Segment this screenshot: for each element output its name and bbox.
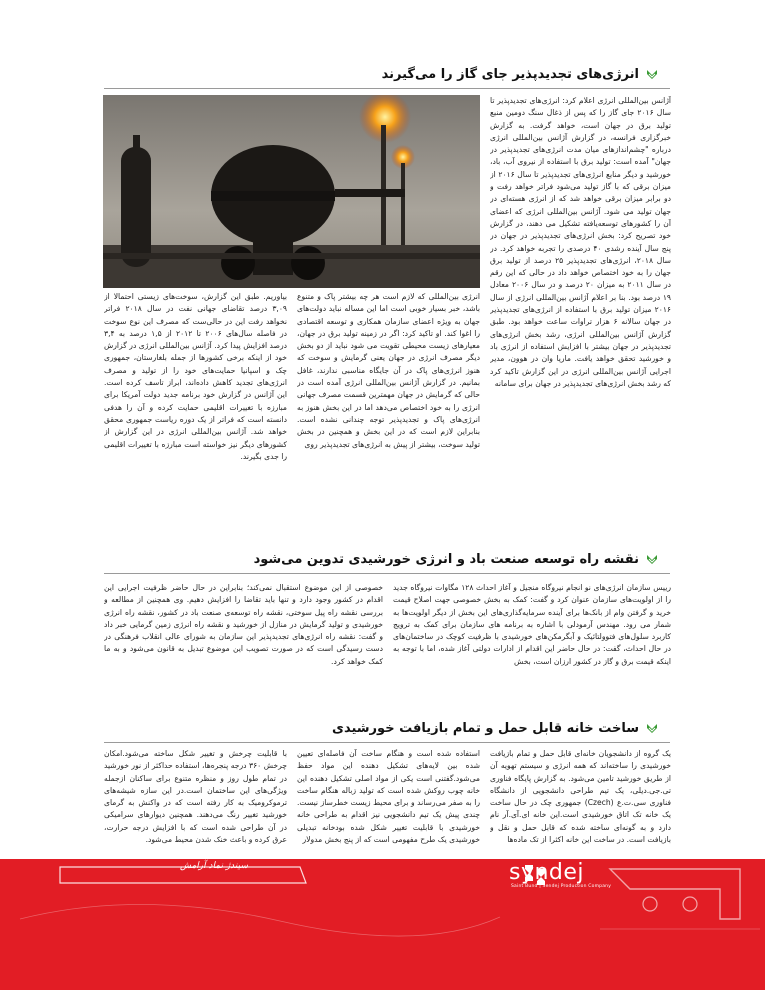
article3-title: ساخت خانه قابل حمل و تمام بازیافت خورشیدی [332, 721, 639, 736]
article1-column-right: آژانس بین‌المللی انرژی اعلام کرد: انرژی‌های تجدیدپذیر تا سال ۲۰۱۶ جای گاز را که پس از ذغال سنگ دومین منبع تولید برق در جهان است، خواهد گرفت. به گزارش خبرگزاری فرانسه، در گزارش آژانس بین‌المللی انرژی درباره "چشم‌اندازهای میان مدت انرژی‌های تجدیدپذیر در جهان" آمده است: تولید برق با استفاده از نیروی آب، باد، خورشید و دیگر منابع انرژی‌های تجدیدپذیر تا سال ۲۰۱۶ از میزان برقی که با گاز تولید می‌شود فراتر خواهد رفت و دو برابر میزان برقی خواهد شد که از انرژی هسته‌ای در جهان تولید می شود. آژانس بین‌المللی انرژی که اعضای آن را کشورهای توسعه‌یافته تشکیل می دهند، در گزارش خود تصریح کرد: بخش انرژی‌های تجدیدپذیر در جهان در پنج سال آینده رشدی ۴۰ درصدی را تجربه خواهد کرد. در سال ۲۰۱۸، انرژی‌های تجدیدپذیر ۲۵ درصد از تولید برق جهان را به خود اختصاص خواهد داد در حالی که این رقم در سال ۲۰۱۱ به میزان ۲۰ درصد و در سال ۲۰۰۶ معادل ۱۹ درصد بود. بنا بر اعلام آژانس بین‌المللی انرژی از سال ۲۰۱۶ میزان تولید برق با استفاده از انرژی‌های تجدیدپذیر در جهان سالانه ۶ هزار تراوات ساعت خواهد بود. طبق گزارش آژانس بین‌المللی انرژی، رشد بخش انرژی‌های تجدیدپذیر در جهان بیشتر با افزایش استفاده از انرژی باد و خورشید تحقق خواهد یافت. ماریا وان در هوون، مدیر اجرایی آژانس بین‌المللی انرژی در این گزارش تاکید کرد که رشد بخش انرژی‌های تجدیدپذیر در جهان برای سامانه [490, 96, 671, 388]
article3-column-middle: استفاده شده است و هنگام ساخت آن فاصله‌ای تعیین شده بین لایه‌های تشکیل دهنده این مواد حفظ می‌شود.گفتنی است یکی از مواد اصلی تشکیل دهنده این خانه چوب روکش شده است که تولید زباله هنگام ساخت را به صفر می‌رساند و برای محیط زیست خطرساز نیست. چندی پیش یک تیم دانشجویی نیز اقدام به طراحی خانه خورشیدی با قابلیت تغییر شکل شده بودخانه تبدیلی خورشیدی یک طرح مفهومی است که از پنج بخش مدولار [297, 749, 480, 845]
article2-column-left: خصوصی از این موضوع استقبال نمی‌کند؛ بنابراین در حال حاضر ظرفیت اجرایی این اقدام در کشور وجود دارد و تنها باید تقاضا را افزایش دهیم. وی همچنین از مطالعه و بررسی نقشه راه پیل سوختی، نقشه راه توسعه‌ی صنعت باد در کشور، نقشه راه انرژی خورشیدی و تولید گرمایش در منازل از خورشید و نقشه راه انرژی زمین گرمایی خبر داد و گفت: نقشه راه انرژی‌های تجدیدپذیر این سازمان به شورای عالی انقلاب فرهنگی در دست رسیدگی است که در صورت تصویب این موضوع تبدیل به قانون می‌شود و به ما کمک خواهد کرد. [104, 583, 383, 666]
green-chevron-icon [645, 722, 659, 736]
gas-flare-photo [103, 95, 480, 288]
footer-slogan-english: syndej . Symbol of Tranquility [84, 843, 295, 857]
article2-column-right: رییس سازمان انرژی‌های نو انجام نیروگاه منجیل و آغاز احداث ۱۲۸ مگاوات نیروگاه جدید را از اولویت‌های سازمان عنوان کرد و گفت: کمک به بخش خصوصی جهت اصلاح قیمت خرید و گرفتن وام از بانک‌ها برای آینده سرمایه‌گذاری‌های این بخش از دیگر اولویت‌ها به شمار می رود. مهندس آرمودلی با اشاره به برنامه های سازمان برای کمک به ترویج کاربرد سلول‌های فتوولتائیک و آبگرمکن‌های خورشیدی با ظرفیت کوچک در ساختمان‌های در حال احداث، گفت: در حال حاضر این اقدام از ادارات دولتی آغاز شده، اما با توجه به اینکه قیمت برق و گاز در کشور ارزان است، بخش [393, 583, 671, 666]
article1-column-middle: انرژی بین‌المللی که لازم است هر چه بیشتر پاک و متنوع باشد، خبر بسیار خوبی است اما این مساله نباید دولت‌های جهان به ویژه اعضای سازمان همکاری و توسعه اقتصادی را اغوا کند. او تاکید کرد: اگر در زمینه تولید برق در جهان، معیارهای زیست محیطی تقویت می شود نباید از دو بخش دیگر مصرف انرژی در جهان یعنی گرمایش و سوخت که هنوز انرژی‌های پاک در آن جایگاه مناسبی ندارند، غافل بمانیم. در گزارش آژانس بین‌المللی انرژی آمده است در حالی که گرمایش در جهان مهمترین قسمت مصرف جهانی انرژی را به خود اختصاص می‌دهد اما در این بخش هنوز به انرژی‌های پاک و تجدیدپذیر توجه چندانی نشده است. بنابراین لازم است که در این بخش و همچنین در بخش تولید سوخت، بیشتر از پیش به انرژی‌های تجدیدپذیر روی [297, 292, 480, 449]
brand-name: syndej [509, 860, 585, 885]
article3-column-left: با قابلیت چرخش و تغییر شکل ساخته می‌شود.امکان چرخش ۳۶۰ درجه پنجره‌ها، استفاده حداکثر از نور خورشید در تمام طول روز و منظره متنوع برای ساکنان ازجمله ویژگی‌های این ساختمان است.در این سازه شیشه‌های ترموکرومیک به کار رفته است که در واکنش به گرمای خورشید تغییر رنگ می‌دهند. همچنین دیوارهای سرامیکی در آن طراحی شده است که با افزایش درجه حرارت، عرق کرده و باعث خنک شدن محیط می‌شود. [104, 749, 287, 845]
brand-tagline: Saint Bund | Sendej Production Company [511, 884, 612, 889]
article1-title-rule [104, 88, 670, 89]
footer-slogan-persian: سیندژ نماد آرامش [180, 861, 248, 871]
article1-title: انرژی‌های تجدیدپذیر جای گاز را می‌گیرند [381, 67, 639, 82]
footer-banner [0, 859, 765, 990]
article1-headline [382, 67, 659, 82]
footer-decoration [0, 859, 765, 990]
green-chevron-icon [645, 68, 659, 82]
article2-title: نقشه راه توسعه صنعت باد و انرژی خورشیدی تدوین می‌شود [253, 552, 639, 567]
article3-column-right: یک گروه از دانشجویان خانه‌ای قابل حمل و تمام بازیافت خورشیدی را ساخته‌اند که همه انرژی و سیستم تهویه آن از طریق خورشید تامین می‌شود. به گزارش پایگاه فناوری تی.جی.دیلی، یک تیم طراحی دانشجویی از دانشگاه فناوری سی.ت.ع (Czech) جمهوری چک در حال ساخت یک خانه تک اتاق خورشیدی است.این خانه ای.آی.آر نام دارد و به گونه‌ای ساخته شده که قابل حمل و نقل و بازیافت است. در ساخت این خانه اکثرا از تک ماده‌ها [490, 749, 671, 845]
green-chevron-icon [645, 553, 659, 567]
article3-headline [332, 721, 659, 736]
article2-title-rule [104, 573, 670, 574]
article3-title-rule [104, 742, 670, 743]
article2-headline [254, 552, 659, 567]
article1-column-left: بیاوریم. طبق این گزارش، سوخت‌های زیستی احتمالا از ۳,۰۹ درصد تقاضای جهانی نفت در سال ۲۰۱۸ فراتر نخواهد رفت این در حالی‌ست که مصرف این نوع سوخت در فاصله سال‌های ۲۰۰۶ تا ۲۰۱۲ از ۱,۵ درصد به ۳,۴ درصد افزایش پیدا کرد. آژانس بین‌المللی انرژی در گزارش خود از اینکه برخی کشورها از جمله بلغارستان، جمهوری چک و اسپانیا حمایت‌های خود را از تولید و مصرف انرژی‌های تجدید کاهش داده‌اند، ابراز تاسف کرده است. این آژانس در گزارش خود برنامه جدید دولت آمریکا برای مبارزه با تغییرات اقلیمی حمایت کرده و آن را هدفی دانسته است که فراتر از یک دوره ریاست جمهوری محقق خواهد شد. آژانس بین‌المللی انرژی در این گزارش از کشورهای دیگر نیز خواسته است مبارزه با تغییرات اقلیمی را جدی بگیرند. [104, 292, 287, 461]
